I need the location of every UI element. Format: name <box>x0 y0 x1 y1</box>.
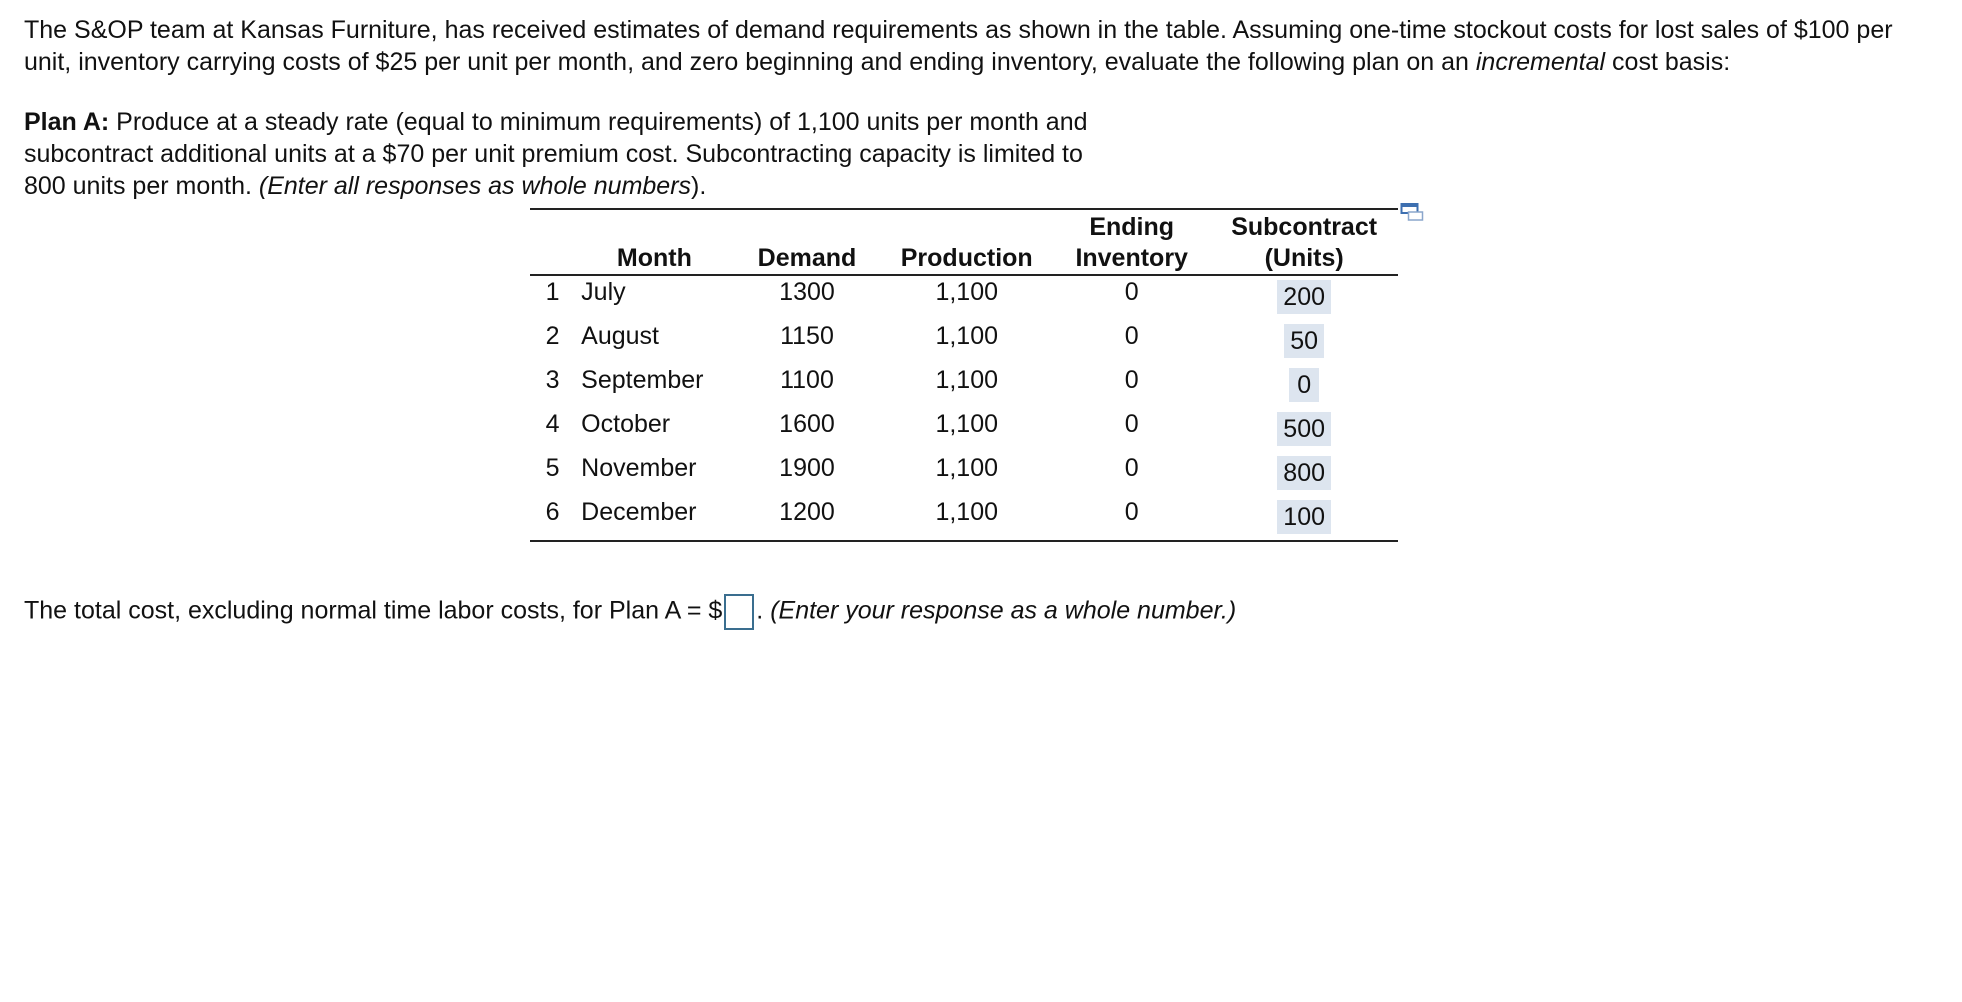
row-subcontract-cell <box>1210 275 1398 320</box>
row-ending-inventory: 0 <box>1124 454 1139 482</box>
problem-intro <box>24 14 1934 78</box>
row-index: 6 <box>545 498 560 526</box>
plan-label: Plan A: <box>24 108 110 136</box>
table-row <box>530 320 1398 364</box>
subcontract-answer: 800 <box>1277 456 1331 490</box>
table-row <box>530 275 1398 320</box>
row-index: 1 <box>545 278 560 306</box>
row-subcontract-cell <box>1210 320 1398 364</box>
plan-text: Produce at a steady rate (equal to minimum requirements) of 1,100 units per month and subcontract additional units at a $70 per unit premium cost. Subcontracting capacity is limited to 800 units per month. <box>24 108 1088 200</box>
row-subcontract-cell <box>1210 364 1398 408</box>
row-production: 1,100 <box>935 410 998 438</box>
row-ending-inventory: 0 <box>1124 498 1139 526</box>
intro-text: The S&OP team at Kansas Furniture, has received estimates of demand requirements as shown in the table. Assuming one-time stockout costs for lost sales of $100 per unit, inventory carrying costs of $25 per unit per month, and zero beginning and ending inventory, evaluate the following plan on an <box>24 16 1893 76</box>
row-index: 5 <box>545 454 560 482</box>
row-demand: 1100 <box>780 366 834 394</box>
subcontract-answer: 0 <box>1289 368 1319 402</box>
row-production: 1,100 <box>935 454 998 482</box>
row-month: July <box>581 278 626 306</box>
header-month <box>575 209 733 275</box>
header-ending-label: Ending <box>1089 213 1175 241</box>
row-demand: 1300 <box>779 278 835 306</box>
row-subcontract-cell <box>1210 496 1398 541</box>
row-index: 3 <box>545 366 560 394</box>
total-cost-input[interactable] <box>724 594 754 630</box>
subcontract-answer: 50 <box>1284 324 1324 358</box>
row-ending-inventory: 0 <box>1124 410 1139 438</box>
intro-italic-text: incremental <box>1475 48 1606 76</box>
table-row <box>530 364 1398 408</box>
row-demand: 1900 <box>779 454 835 482</box>
row-ending-inventory: 0 <box>1124 322 1139 350</box>
total-cost-prefix: The total cost, excluding normal time labor costs, for Plan A = $ <box>24 596 723 625</box>
row-production: 1,100 <box>935 498 998 526</box>
header-index <box>530 209 575 275</box>
row-month: September <box>581 366 704 394</box>
table-row <box>530 408 1398 452</box>
plan-note: (Enter all responses as whole numbers <box>258 172 692 200</box>
header-inventory-label: Inventory <box>1075 244 1188 272</box>
plan-description <box>24 106 1124 202</box>
row-month: December <box>581 498 697 526</box>
row-month: November <box>581 454 697 482</box>
header-demand-label: Demand <box>757 244 857 272</box>
row-production: 1,100 <box>935 322 998 350</box>
header-demand <box>734 209 881 275</box>
header-subcontract <box>1210 209 1398 275</box>
row-month: October <box>581 410 671 438</box>
row-index: 2 <box>545 322 560 350</box>
header-subcontract-label: Subcontract <box>1231 213 1378 241</box>
header-units-label: (Units) <box>1264 244 1344 272</box>
row-month: August <box>581 322 660 350</box>
total-cost-suffix: . <box>756 596 771 625</box>
subcontract-answer: 200 <box>1277 280 1331 314</box>
header-month-label: Month <box>616 244 692 272</box>
row-subcontract-cell <box>1210 452 1398 496</box>
row-demand: 1150 <box>780 322 834 350</box>
intro-end-text: cost basis: <box>1605 48 1731 76</box>
plan-note-end: ). <box>691 172 707 200</box>
header-production <box>880 209 1053 275</box>
table-header-row <box>530 209 1398 275</box>
total-cost-question <box>24 594 1236 630</box>
row-demand: 1200 <box>779 498 835 526</box>
table-row <box>530 452 1398 496</box>
header-ending-inventory <box>1053 209 1210 275</box>
row-ending-inventory: 0 <box>1124 278 1139 306</box>
demand-table <box>530 208 1398 542</box>
row-demand: 1600 <box>779 410 835 438</box>
subcontract-answer: 500 <box>1277 412 1331 446</box>
row-production: 1,100 <box>935 366 998 394</box>
table-row <box>530 496 1398 541</box>
row-production: 1,100 <box>935 278 998 306</box>
row-subcontract-cell <box>1210 408 1398 452</box>
subcontract-answer: 100 <box>1277 500 1331 534</box>
row-ending-inventory: 0 <box>1124 366 1139 394</box>
demand-table-container <box>530 208 1422 542</box>
total-cost-note: (Enter your response as a whole number.) <box>770 596 1237 625</box>
header-production-label: Production <box>900 244 1033 272</box>
question-content <box>24 14 1934 202</box>
row-index: 4 <box>545 410 560 438</box>
